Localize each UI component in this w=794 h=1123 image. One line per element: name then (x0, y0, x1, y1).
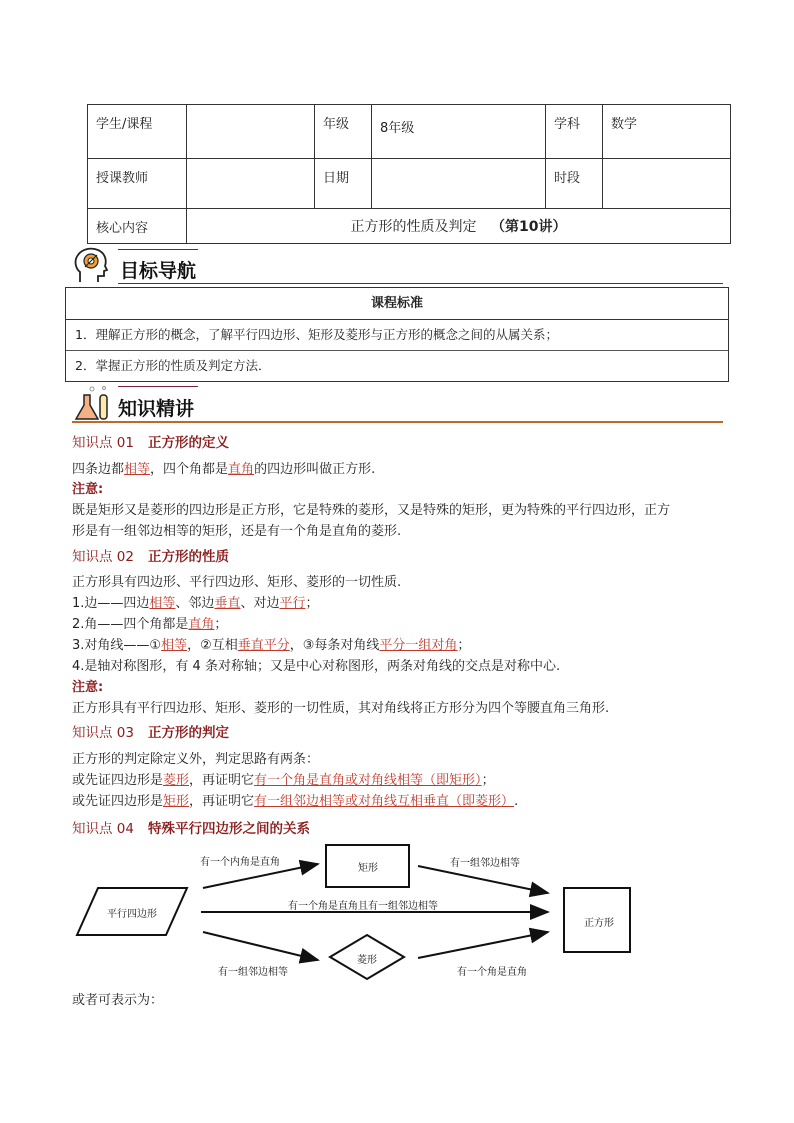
kp3-intro: 正方形的判定除定义外，判定思路有两条： (72, 752, 320, 767)
section2-title: 知识精讲 (118, 398, 195, 420)
arrow-label-rect-sq: 有一组邻边相等 (450, 858, 520, 869)
text: 四条边都 (72, 462, 125, 477)
text: . (514, 794, 519, 809)
arrow-label-p-sq: 有一个角是直角且有一组邻边相等 (288, 901, 438, 912)
standards-header: 课程标准 (66, 288, 728, 320)
kp1-title: 正方形的定义 (147, 435, 229, 451)
blank-answer: 菱形 (163, 773, 190, 788)
blank-answer: 矩形 (163, 794, 190, 809)
arrow-label-p-rect: 有一个内角是直角 (200, 857, 280, 868)
kp1-note-line1: 既是矩形又是菱形的四边形是正方形，它是特殊的菱形，又是特殊的矩形，更为特殊的平行四边形，正方 (72, 503, 671, 518)
arrow-label-rhom-sq: 有一个角是直角 (457, 967, 527, 978)
rectangle-label: 矩形 (358, 863, 378, 874)
text: ； (214, 617, 228, 632)
text: 的四边形叫做正方形. (254, 462, 376, 477)
standard-item: 2．掌握正方形的性质及判定方法． (66, 350, 728, 381)
text: ； (305, 596, 319, 611)
kp1-note-line2: 形是有一组邻边相等的矩形，还是有一个角是直角的菱形. (72, 524, 402, 539)
text: 1.边——四边 (72, 596, 150, 611)
text: ，②互相 (187, 638, 238, 653)
blank-answer: 有一组邻边相等或对角线互相垂直（即菱形） (254, 794, 515, 809)
text: ； (457, 638, 471, 653)
section1-title: 目标导航 (120, 260, 197, 282)
rhombus-label: 菱形 (357, 955, 377, 966)
text: 或先证四边形是 (72, 794, 164, 809)
text: 2.角——四个角都是 (72, 617, 189, 632)
arrow-rhombus-square (418, 932, 548, 958)
text: ，四个角都是 (150, 462, 229, 477)
text: 或先证四边形是 (72, 773, 164, 788)
kp2-note-label: 注意: (72, 680, 104, 695)
square-label: 正方形 (584, 918, 614, 929)
blank-answer: 直角 (188, 617, 215, 632)
kp2-note-text: 正方形具有平行四边形、矩形、菱形的一切性质，其对角线将正方形分为四个等腰直角三角形. (72, 701, 610, 716)
blank-answer: 相等 (124, 462, 151, 477)
kp4-outro: 或者可表示为： (72, 993, 164, 1008)
grade-value: 8年级 (372, 105, 546, 159)
blank-answer: 平行 (279, 596, 306, 611)
text: 、对边 (240, 596, 280, 611)
kp1-number: 知识点 01 (72, 435, 134, 451)
parallelogram-label: 平行四边形 (107, 909, 157, 920)
date-label: 日期 (315, 159, 372, 209)
arrow-parallelogram-rhombus (203, 932, 318, 960)
subject-label: 学科 (546, 105, 603, 159)
core-topic: 正方形的性质及判定 (350, 219, 477, 235)
blank-answer: 相等 (161, 638, 188, 653)
text: ； (481, 773, 495, 788)
kp4-number: 知识点 04 (72, 821, 134, 837)
blank-answer: 直角 (228, 462, 255, 477)
blank-answer: 平分一组对角 (379, 638, 458, 653)
blank-answer: 垂直平分 (237, 638, 290, 653)
blank-answer: 有一个角是直角或对角线相等（即矩形） (254, 773, 482, 788)
standard-item: 1．理解正方形的概念，了解平行四边形、矩形及菱形与正方形的概念之间的从属关系； (75, 327, 558, 342)
kp2-number: 知识点 02 (72, 549, 134, 565)
text: 、邻边 (175, 596, 215, 611)
arrow-rectangle-square (418, 866, 548, 893)
kp2-title: 正方形的性质 (147, 549, 229, 565)
blank-answer: 相等 (149, 596, 176, 611)
text: 3.对角线——① (72, 638, 162, 653)
kp3-title: 正方形的判定 (147, 725, 229, 741)
text: ，再证明它 (189, 773, 255, 788)
subject-value: 数学 (603, 105, 731, 159)
kp2-line4: 4.是轴对称图形，有 4 条对称轴；又是中心对称图形，两条对角线的交点是对称中心. (72, 659, 561, 674)
student-label: 学生/课程 (88, 105, 187, 159)
teacher-label: 授课教师 (88, 159, 187, 209)
grade-label: 年级 (315, 105, 372, 159)
text: ，③每条对角线 (289, 638, 380, 653)
core-lecture: （第10讲） (490, 219, 567, 235)
blank-answer: 垂直 (214, 596, 241, 611)
arrow-label-p-rhom: 有一组邻边相等 (218, 967, 288, 978)
period-label: 时段 (546, 159, 603, 209)
core-label: 核心内容 (88, 209, 187, 244)
text: ，再证明它 (189, 794, 255, 809)
kp4-title: 特殊平行四边形之间的关系 (147, 821, 310, 837)
kp3-number: 知识点 03 (72, 725, 134, 741)
kp2-intro: 正方形具有四边形、平行四边形、矩形、菱形的一切性质. (72, 575, 402, 590)
kp1-note-label: 注意: (72, 482, 104, 497)
